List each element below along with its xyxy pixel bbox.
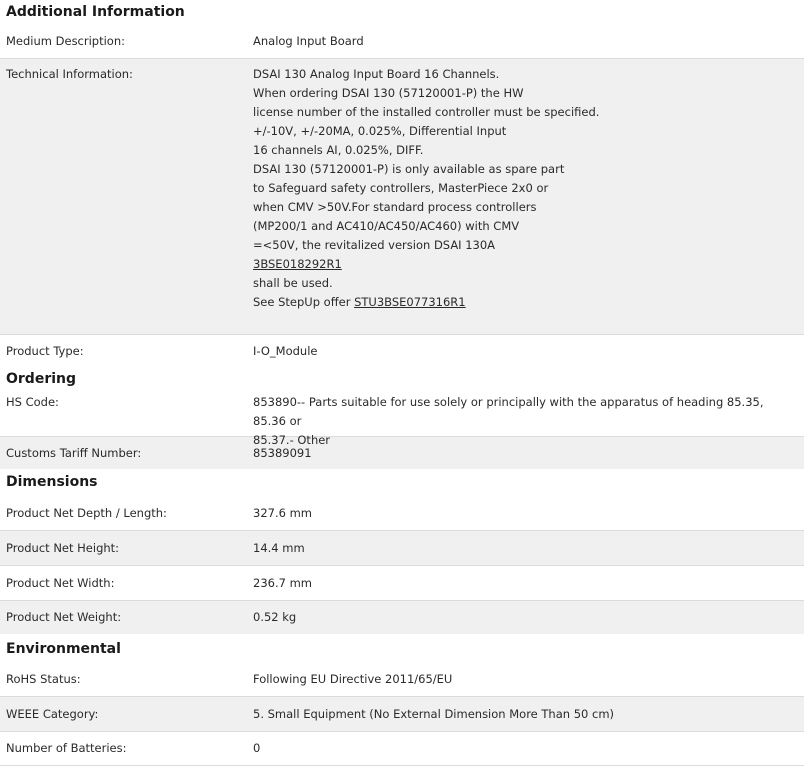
section-title-ordering: Ordering bbox=[6, 371, 77, 387]
section-title-dimensions: Dimensions bbox=[6, 474, 98, 490]
tech-line: +/-10V, +/-20MA, 0.025%, Differential Input bbox=[253, 124, 507, 138]
label-depth: Product Net Depth / Length: bbox=[6, 505, 167, 520]
label-customs-tariff: Customs Tariff Number: bbox=[6, 445, 142, 460]
row-product-type bbox=[0, 335, 804, 367]
row-width bbox=[0, 566, 804, 601]
value-batteries: 0 bbox=[253, 741, 261, 755]
value-weight: 0.52 kg bbox=[253, 610, 297, 624]
value-product-type: I-O_Module bbox=[253, 343, 318, 358]
label-batteries: Number of Batteries: bbox=[6, 741, 127, 755]
value-customs-tariff: 85389091 bbox=[253, 445, 312, 460]
row-height bbox=[0, 531, 804, 566]
hs-code-line: 85.37.- Other bbox=[253, 433, 331, 447]
value-rohs: Following EU Directive 2011/65/EU bbox=[253, 671, 453, 686]
tech-line: DSAI 130 Analog Input Board 16 Channels. bbox=[253, 67, 500, 81]
tech-line: (MP200/1 and AC410/AC450/AC460) with CMV bbox=[253, 219, 520, 233]
value-weee: 5. Small Equipment (No External Dimension More Than 50 cm) bbox=[253, 706, 615, 721]
row-technical-information bbox=[0, 59, 804, 335]
label-technical-information: Technical Information: bbox=[6, 67, 133, 81]
tech-line: When ordering DSAI 130 (57120001-P) the HW bbox=[253, 86, 524, 100]
label-weight: Product Net Weight: bbox=[6, 610, 122, 624]
section-title-environmental: Environmental bbox=[6, 641, 121, 657]
tech-line: 16 channels AI, 0.025%, DIFF. bbox=[253, 143, 424, 157]
tech-line: DSAI 130 (57120001-P) is only available as spare part bbox=[253, 162, 565, 176]
row-weee bbox=[0, 697, 804, 732]
label-hs-code: HS Code: bbox=[6, 395, 59, 409]
row-depth bbox=[0, 496, 804, 531]
tech-line: license number of the installed controller must be specified. bbox=[253, 105, 600, 119]
row-medium-description bbox=[0, 25, 804, 59]
label-width: Product Net Width: bbox=[6, 575, 115, 590]
tech-line: shall be used. bbox=[253, 276, 333, 290]
tech-line: to Safeguard safety controllers, MasterPiece 2x0 or bbox=[253, 181, 549, 195]
link-stepup-offer[interactable]: STU3BSE077316R1 bbox=[354, 295, 466, 309]
row-rohs bbox=[0, 662, 804, 697]
tech-line: =<50V, the revitalized version DSAI 130A bbox=[253, 238, 496, 252]
value-width: 236.7 mm bbox=[253, 575, 312, 590]
value-medium-description: Analog Input Board bbox=[253, 34, 364, 48]
label-height: Product Net Height: bbox=[6, 540, 120, 555]
value-hs-code bbox=[253, 393, 804, 447]
stepup-prefix: See StepUp offer bbox=[253, 295, 355, 309]
link-3bse018292r1[interactable]: 3BSE018292R1 bbox=[253, 257, 342, 271]
value-height: 14.4 mm bbox=[253, 540, 305, 555]
label-weee: WEEE Category: bbox=[6, 706, 99, 721]
value-depth: 327.6 mm bbox=[253, 505, 312, 520]
row-batteries bbox=[0, 732, 804, 766]
row-weight bbox=[0, 601, 804, 634]
label-rohs: RoHS Status: bbox=[6, 671, 81, 686]
value-technical-information bbox=[253, 65, 804, 334]
row-hs-code bbox=[0, 391, 804, 447]
label-product-type: Product Type: bbox=[6, 343, 84, 358]
hs-code-line: 853890-- Parts suitable for use solely or principally with the apparatus of heading 85.35, 85.36 or bbox=[253, 395, 764, 428]
section-title-additional-information: Additional Information bbox=[6, 4, 185, 20]
label-medium-description: Medium Description: bbox=[6, 34, 126, 48]
tech-line: when CMV >50V.For standard process controllers bbox=[253, 200, 537, 214]
